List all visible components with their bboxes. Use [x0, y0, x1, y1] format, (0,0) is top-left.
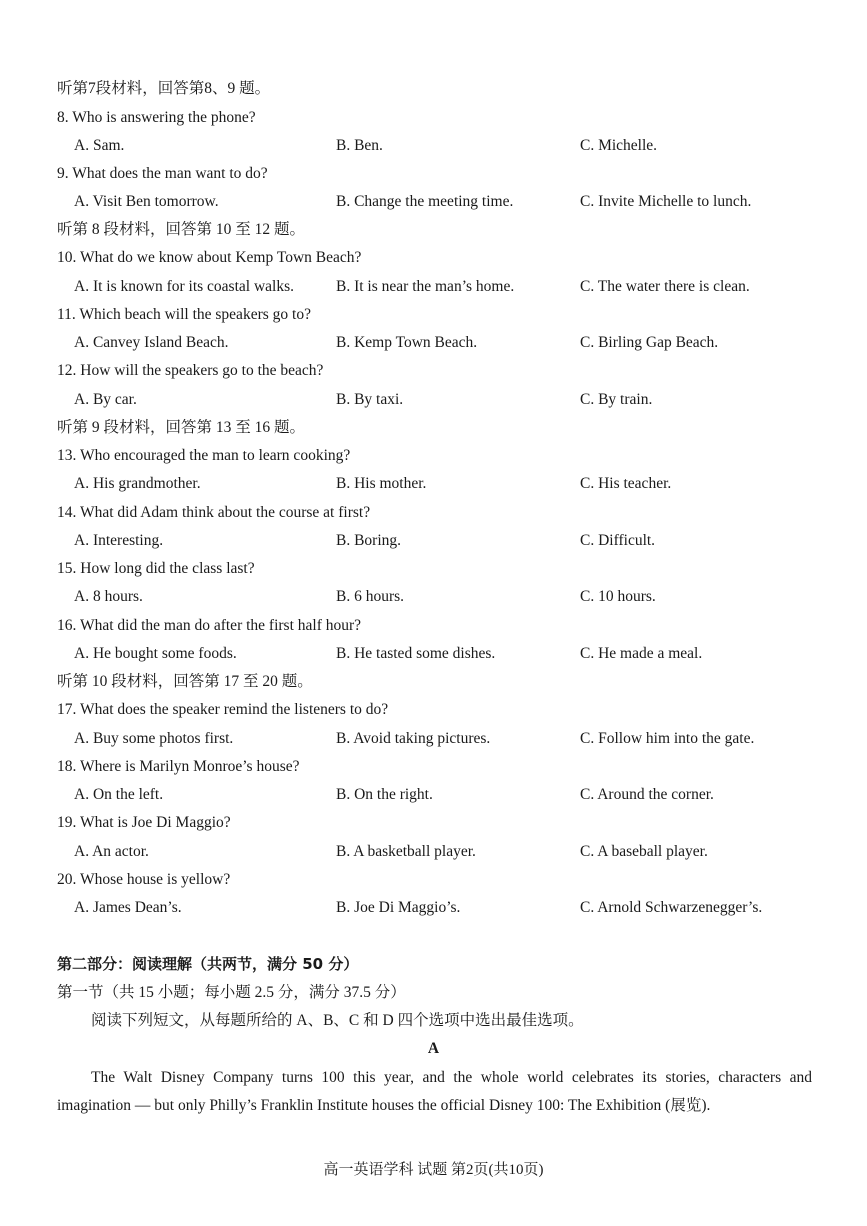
q15-option-b: B. 6 hours. — [336, 588, 405, 605]
q8-option-a: A. Sam. — [74, 137, 125, 154]
q9-option-b: B. Change the meeting time. — [336, 193, 514, 210]
q16-option-b: B. He tasted some dishes. — [336, 645, 496, 662]
q13-option-b: B. His mother. — [336, 475, 427, 492]
q20-option-b: B. Joe Di Maggio’s. — [336, 899, 461, 916]
question-16: 16. What did the man do after the first half hour? — [57, 617, 362, 634]
q17-option-c: C. Follow him into the gate. — [580, 730, 755, 747]
q10-option-c: C. The water there is clean. — [580, 278, 750, 295]
question-15: 15. How long did the class last? — [57, 560, 255, 577]
section-one-instruction: 阅读下列短文，从每题所给的 A、B、C 和 D 四个选项中选出最佳选项。 — [91, 1012, 584, 1029]
q18-option-c: C. Around the corner. — [580, 786, 714, 803]
part-two-heading: 第二部分：阅读理解（共两节，满分 50 分） — [57, 955, 359, 973]
passage-paragraph: The Walt Disney Company turns 100 this year, and the whole world celebrates its stories, characters and imagination — but only Philly’s Franklin Institute houses the official Disney 100: The Exhibition (展览). — [57, 1069, 812, 1114]
q11-option-a: A. Canvey Island Beach. — [74, 334, 229, 351]
q19-option-c: C. A baseball player. — [580, 843, 708, 860]
q12-option-b: B. By taxi. — [336, 391, 404, 408]
q8-option-c: C. Michelle. — [580, 137, 658, 154]
q11-option-c: C. Birling Gap Beach. — [580, 334, 719, 351]
q20-option-a: A. James Dean’s. — [74, 899, 182, 916]
q14-option-b: B. Boring. — [336, 532, 402, 549]
question-20: 20. Whose house is yellow? — [57, 871, 231, 888]
question-11: 11. Which beach will the speakers go to? — [57, 306, 311, 323]
q8-option-b: B. Ben. — [336, 137, 383, 154]
q14-option-c: C. Difficult. — [580, 532, 656, 549]
question-10: 10. What do we know about Kemp Town Beach? — [57, 249, 362, 266]
q19-option-a: A. An actor. — [74, 843, 149, 860]
q17-option-b: B. Avoid taking pictures. — [336, 730, 491, 747]
q16-option-c: C. He made a meal. — [580, 645, 703, 662]
q12-option-a: A. By car. — [74, 391, 137, 408]
question-13: 13. Who encouraged the man to learn cooking? — [57, 447, 351, 464]
page-footer: 高一英语学科 试题 第2页(共10页) — [323, 1162, 544, 1178]
question-12: 12. How will the speakers go to the beach? — [57, 362, 324, 379]
q20-option-c: C. Arnold Schwarzenegger’s. — [580, 899, 763, 916]
question-9: 9. What does the man want to do? — [57, 165, 268, 182]
q11-option-b: B. Kemp Town Beach. — [336, 334, 478, 351]
q18-option-b: B. On the right. — [336, 786, 433, 803]
question-14: 14. What did Adam think about the course at first? — [57, 504, 371, 521]
q18-option-a: A. On the left. — [74, 786, 164, 803]
section-instruction-9: 听第 9 段材料，回答第 13 至 16 题。 — [57, 419, 306, 436]
q12-option-c: C. By train. — [580, 391, 653, 408]
question-19: 19. What is Joe Di Maggio? — [57, 814, 231, 831]
section-instruction-10: 听第 10 段材料，回答第 17 至 20 题。 — [57, 673, 313, 690]
question-17: 17. What does the speaker remind the listeners to do? — [57, 701, 389, 718]
q10-option-a: A. It is known for its coastal walks. — [74, 278, 294, 295]
q16-option-a: A. He bought some foods. — [74, 645, 237, 662]
q10-option-b: B. It is near the man’s home. — [336, 278, 515, 295]
section-one-heading: 第一节（共 15 小题；每小题 2.5 分，满分 37.5 分） — [57, 984, 406, 1001]
q17-option-a: A. Buy some photos first. — [74, 730, 234, 747]
q9-option-a: A. Visit Ben tomorrow. — [74, 193, 219, 210]
question-18: 18. Where is Marilyn Monroe’s house? — [57, 758, 300, 775]
q15-option-c: C. 10 hours. — [580, 588, 656, 605]
q14-option-a: A. Interesting. — [74, 532, 164, 549]
q13-option-a: A. His grandmother. — [74, 475, 201, 492]
q9-option-c: C. Invite Michelle to lunch. — [580, 193, 752, 210]
section-instruction-8: 听第 8 段材料，回答第 10 至 12 题。 — [57, 221, 306, 238]
section-instruction-7: 听第7段材料，回答第8、9 题。 — [57, 80, 271, 97]
passage-label: A — [427, 1040, 440, 1057]
q13-option-c: C. His teacher. — [580, 475, 672, 492]
question-8: 8. Who is answering the phone? — [57, 109, 256, 126]
q15-option-a: A. 8 hours. — [74, 588, 143, 605]
q19-option-b: B. A basketball player. — [336, 843, 476, 860]
